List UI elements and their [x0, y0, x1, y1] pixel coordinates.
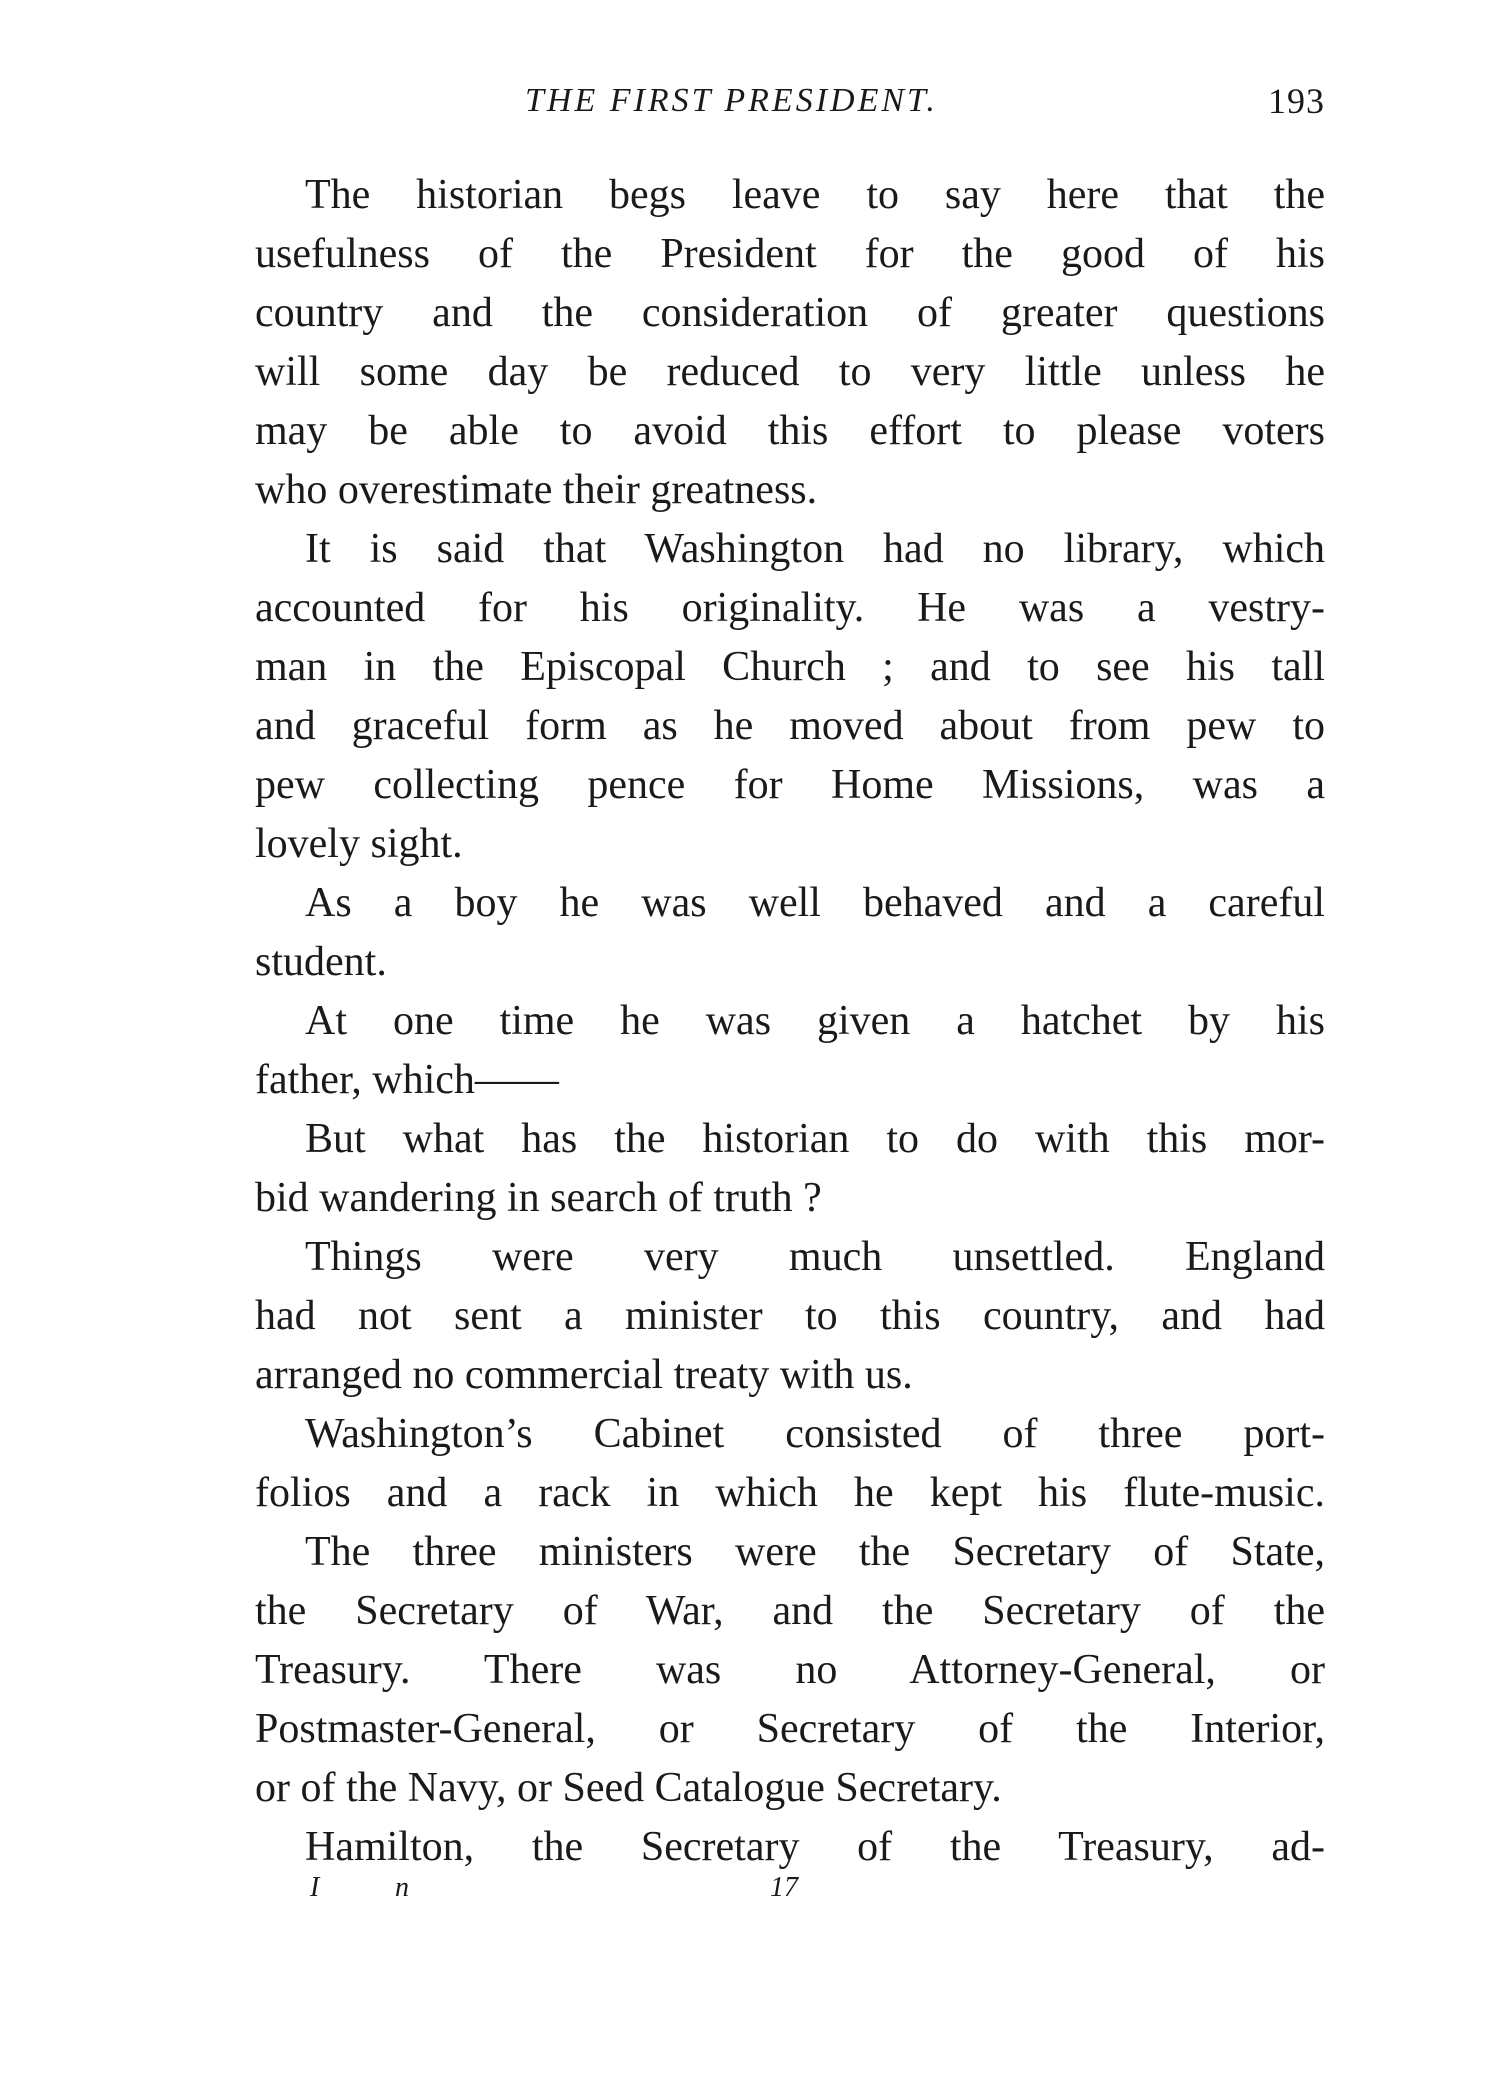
- text-line: may be able to avoid this effort to please voters: [255, 408, 1325, 454]
- text-line: At one time he was given a hatchet by his: [305, 998, 1325, 1044]
- text-line: Hamilton, the Secretary of the Treasury, ad-: [305, 1824, 1325, 1870]
- text-line: who overestimate their greatness.: [255, 467, 818, 513]
- text-line: But what has the historian to do with this mor-: [305, 1116, 1325, 1162]
- text-line: accounted for his originality. He was a vestry-: [255, 585, 1325, 631]
- running-title: THE FIRST PRESIDENT.: [525, 82, 938, 119]
- text-line: student.: [255, 939, 387, 985]
- text-line: The historian begs leave to say here that the: [305, 172, 1325, 218]
- text-line: will some day be reduced to very little unless he: [255, 349, 1325, 395]
- running-head: [255, 76, 1325, 126]
- signature-number: 17: [770, 1872, 798, 1903]
- text-line: Treasury. There was no Attorney-General, or: [255, 1647, 1325, 1693]
- signature-volume: I: [310, 1872, 320, 1903]
- printer-signature: [310, 1868, 830, 1908]
- text-line: It is said that Washington had no library, which: [305, 526, 1325, 572]
- text-line: lovely sight.: [255, 821, 463, 867]
- text-line: Things were very much unsettled. England: [305, 1234, 1325, 1280]
- text-line: bid wandering in search of truth ?: [255, 1175, 822, 1221]
- text-line: father, which——: [255, 1057, 559, 1103]
- text-line: or of the Navy, or Seed Catalogue Secretary.: [255, 1765, 1002, 1811]
- text-line: arranged no commercial treaty with us.: [255, 1352, 913, 1398]
- signature-letter: n: [395, 1872, 409, 1903]
- body-text: [255, 166, 1325, 1877]
- text-line: folios and a rack in which he kept his flute-music.: [255, 1470, 1325, 1516]
- text-line: pew collecting pence for Home Missions, was a: [255, 762, 1325, 808]
- text-line: man in the Episcopal Church ; and to see his tall: [255, 644, 1325, 690]
- page-number: 193: [1268, 81, 1325, 121]
- text-line: country and the consideration of greater questions: [255, 290, 1325, 336]
- text-line: Washington’s Cabinet consisted of three port-: [305, 1411, 1325, 1457]
- text-line: usefulness of the President for the good of his: [255, 231, 1325, 277]
- text-line: had not sent a minister to this country, and had: [255, 1293, 1325, 1339]
- text-line: the Secretary of War, and the Secretary of the: [255, 1588, 1325, 1634]
- text-line: The three ministers were the Secretary of State,: [305, 1529, 1325, 1575]
- text-line: and graceful form as he moved about from pew to: [255, 703, 1325, 749]
- text-line: As a boy he was well behaved and a careful: [305, 880, 1325, 926]
- text-line: Postmaster-General, or Secretary of the Interior,: [255, 1706, 1325, 1752]
